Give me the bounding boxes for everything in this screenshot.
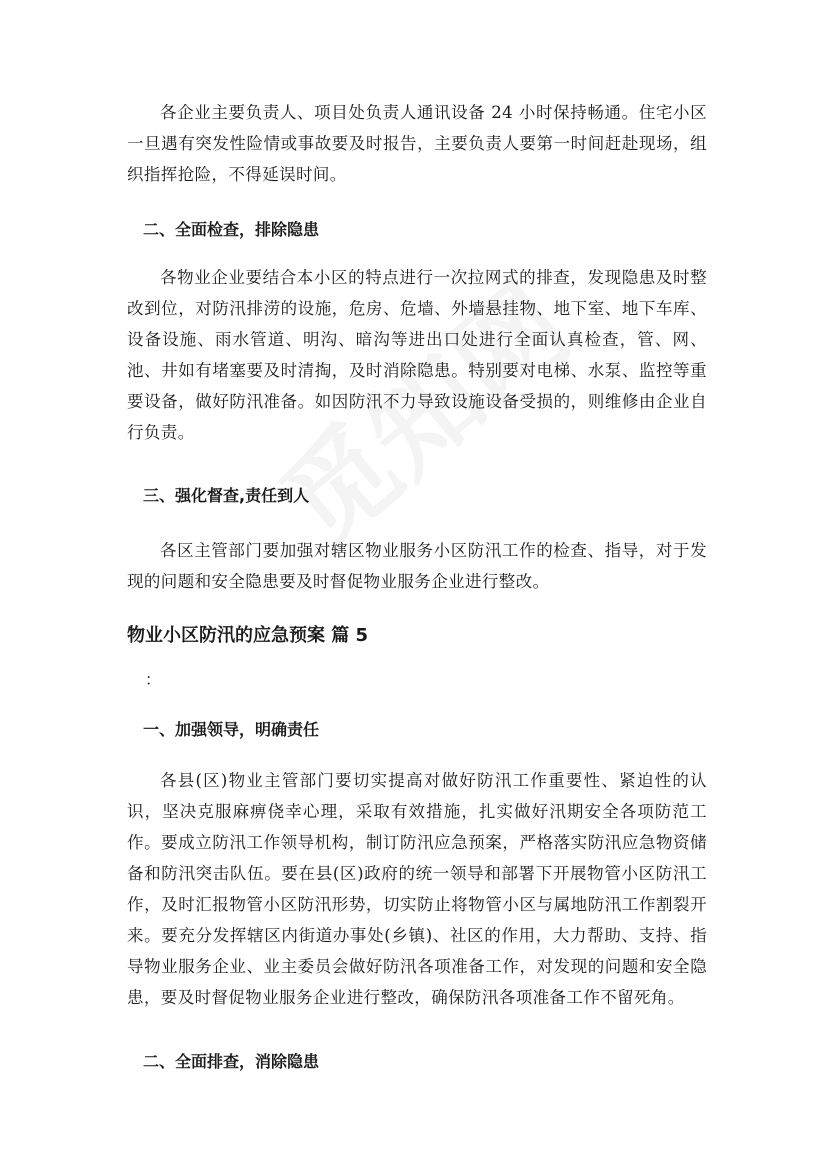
paragraph-leadership-details: 各县(区)物业主管部门要切实提高对做好防汛工作重要性、紧迫性的认识，坚决克服麻痹侥幸心理，采取有效措施，扎实做好汛期安全各项防范工作。要成立防汛工作领导机构，制订防汛应急预案，严格落实防汛应急物资储备和防汛突击队伍。要在县(区)政府的统一领导和部署下开展物管小区防汛工作，及时汇报物管小区防汛形势，切实防止将物管小区与属地防汛工作割裂开来。要充分发挥辖区内街道办事处(乡镇)、社区的作用，大力帮助、支持、指导物业服务企业、业主委员会做好防汛各项准备工作，对发现的问题和安全隐患，要及时督促物业服务企业进行整改，确保防汛各项准备工作不留死角。 [127,771,707,1007]
heading-strengthen-supervision: 三、强化督查,责任到人 [143,486,310,505]
colon-text: ： [145,670,162,689]
section-title: 物业小区防汛的应急预案 篇 5 [127,625,369,646]
paragraph-supervision-details: 各区主管部门要加强对辖区物业服务小区防汛工作的检查、指导，对于发现的问题和安全隐患要及时督促物业服务企业进行整改。 [127,541,707,591]
heading-strengthen-leadership: 一、加强领导，明确责任 [143,720,320,739]
paragraph-inspection-details: 各物业企业要结合本小区的特点进行一次拉网式的排查，发现隐患及时整改到位，对防汛排涝的设施，危房、危墙、外墙悬挂物、地下室、地下车库、设备设施、雨水管道、明沟、暗沟等进出口处进行全面认真检查，管、网、池、井如有堵塞要及时清掏，及时消除隐患。特别要对电梯、水泵、监控等重要设备，做好防汛准备。如因防汛不力导致设施设备受损的，则维修由企业自行负责。 [127,268,707,442]
paragraph-contact-duty: 各企业主要负责人、项目处负责人通讯设备 24 小时保持畅通。住宅小区一旦遇有突发性险情或事故要及时报告，主要负责人要第一时间赶赴现场，组织指挥抢险，不得延误时间。 [127,103,707,184]
heading-full-investigation: 二、全面排查，消除隐患 [143,1052,320,1071]
heading-comprehensive-inspection: 二、全面检查，排除隐患 [143,220,320,239]
